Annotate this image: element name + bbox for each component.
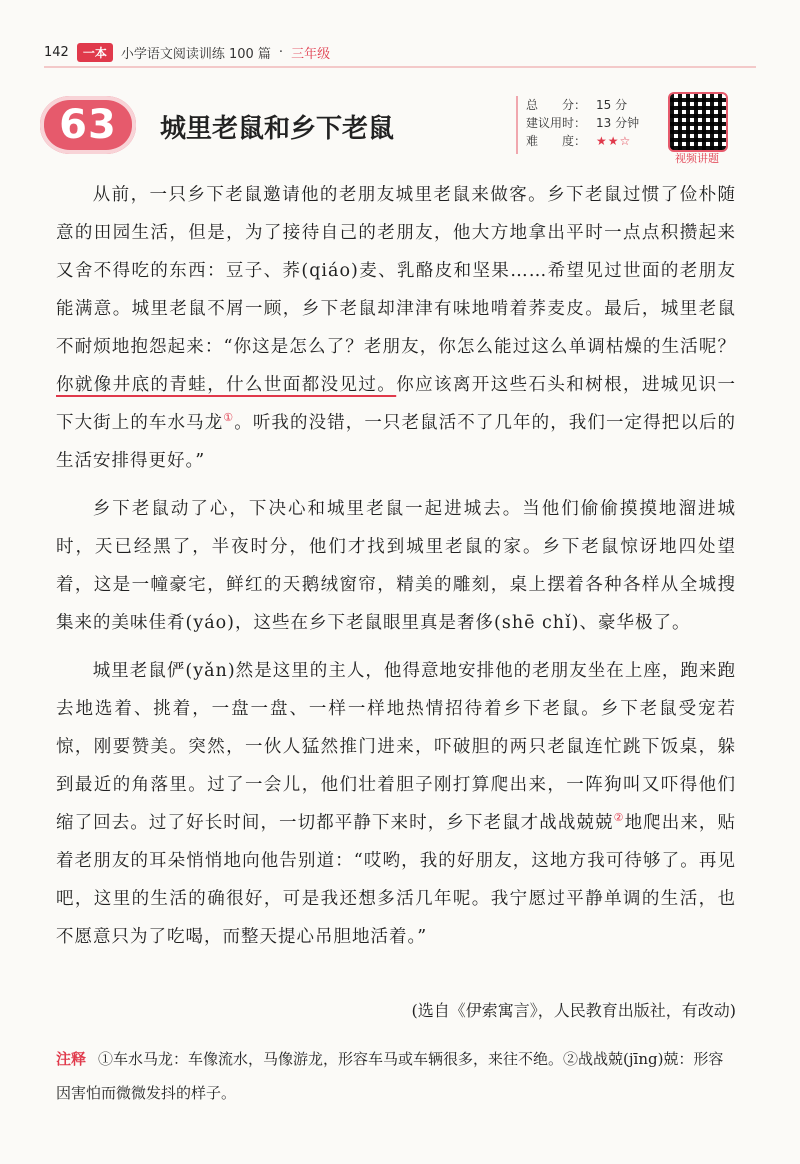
paragraph-2: 乡下老鼠动了心，下决心和城里老鼠一起进城去。当他们偷偷摸摸地溜进城时，天已经黑了，半夜时分，他们才找到城里老鼠的家。乡下老鼠惊讶地四处望着，这是一幢豪宅，鲜红的天鹅绒窗帘，精美的雕刻，桌上摆着各种各样从全城搜集来的美味佳肴(yáo)，这些在乡下老鼠眼里真是奢侈(shē chǐ)、豪华极了。 [56,499,736,633]
paragraph-1 [56,176,736,480]
score-row [526,96,668,114]
notes-section [56,1042,736,1110]
paragraph-3-text-a: 城里老鼠俨(yǎn)然是这里的主人，他得意地安排他的老朋友坐在上座，跑来跑去地选着、挑着，一盘一盘、一样一样地热情招待着乡下老鼠。乡下老鼠受宠若惊，刚要赞美。突然，一伙人猛然推门进来，吓破胆的两只老鼠连忙跳下饭桌，躲到最近的角落里。过了一会儿，他们壮着胆子刚打算爬出来，一阵狗叫又吓得他们缩了回去。过了好长时间，一切都平静下来时，乡下老鼠才战战兢兢 [56,661,736,833]
series-title: 小学语文阅读训练 100 篇 [120,46,271,62]
difficulty-label: 难 度： [526,134,587,148]
time-label: 建议用时： [526,116,587,130]
footnote-marker-1: ① [223,411,235,425]
paragraph-3 [56,652,736,956]
time-row [526,114,668,132]
score-label: 总 分： [526,98,587,112]
page-header [44,40,330,64]
paragraph-1-text-b: 你应该离开这些石头和树根，进城见识一下大街上的车水马龙 [56,375,737,433]
qr-code-icon[interactable] [668,92,728,152]
paragraph-1-text-c: 。听我的没错，一只老鼠活不了几年的，我们一定得把以后的生活安排得更好。” [56,413,736,471]
paragraph-3-text-b: 地爬出来，贴着老朋友的耳朵悄悄地向他告别道：“哎哟，我的好朋友，这地方我可待够了。再见吧，这里的生活的确很好，可是我还想多活几年呢。我宁愿过平静单调的生活，也不愿意只为了吃喝，而整天提心吊胆地活着。” [56,813,736,947]
underlined-sentence: 你就像井底的青蛙，什么世面都没见过。 [56,375,397,395]
difficulty-stars: ★★☆ [596,134,632,148]
source-citation: (选自《伊索寓言》，人民教育出版社，有改动) [411,1001,736,1020]
header-rule [44,66,756,68]
lesson-number: 63 [59,102,117,148]
notes-label: 注释 [56,1050,87,1068]
lesson-title: 城里老鼠和乡下老鼠 [160,114,395,144]
difficulty-row [526,132,668,150]
notes-text: ①车水马龙：车像流水，马像游龙，形容车马或车辆很多，来往不绝。②战战兢(jīng)兢：形容因害怕而微微发抖的样子。 [56,1050,724,1102]
article-body [56,176,736,956]
video-explain-label[interactable]: 视频讲题 [675,152,719,165]
score-value: 15 分 [596,98,628,112]
lesson-number-badge [40,96,136,154]
lesson-info-box [516,96,668,154]
paragraph-1-text-a: 从前，一只乡下老鼠邀请他的老朋友城里老鼠来做客。乡下老鼠过惯了俭朴随意的田园生活，但是，为了接待自己的老朋友，他大方地拿出平时一点点积攒起来又舍不得吃的东西：豆子、荞(qiáo)麦、乳酪皮和坚果……希望见过世面的老朋友能满意。城里老鼠不屑一顾，乡下老鼠却津津有味地啃着荞麦皮。最后，城里老鼠不耐烦地抱怨起来：“你这是怎么了？老朋友，你怎么能过这么单调枯燥的生活呢？ [56,185,736,357]
page-number: 142 [44,44,69,60]
footnote-marker-2: ② [613,811,625,825]
grade-label: 三年级 [291,46,331,62]
header-separator: · [278,44,284,60]
brand-badge: 一本 [77,43,113,62]
time-value: 13 分钟 [596,116,640,130]
